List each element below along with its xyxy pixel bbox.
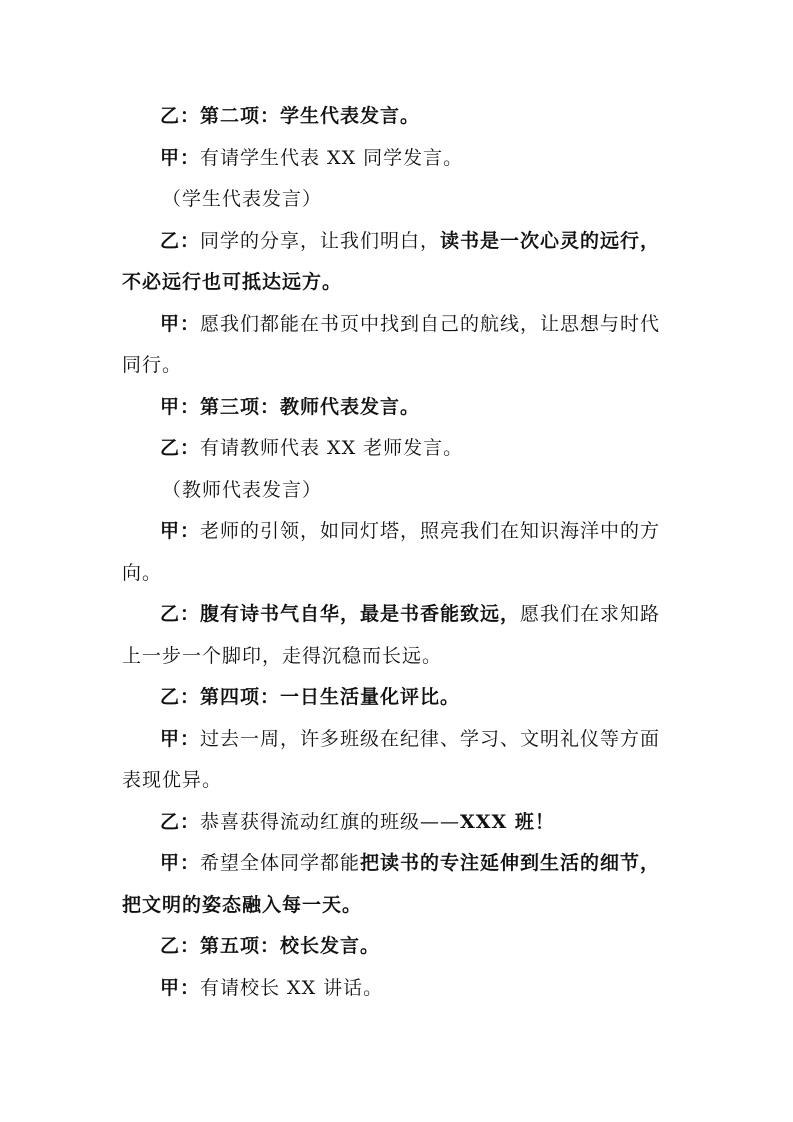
plain-text: 恭喜获得流动红旗的班级—— [200,810,461,833]
script-line [122,428,677,470]
bold-text: 甲：第三项：教师代表发言。 [160,395,421,418]
script-line [122,138,677,180]
stage-note [122,179,677,221]
bold-text: 把读书的专注延伸到生活的细节，把文明的姿态融入每一天。 [122,852,661,916]
bold-text: 甲： [160,727,201,750]
bold-text: 甲： [160,146,201,169]
bold-text: 乙：第四项：一日生活量化评比。 [160,686,461,708]
plain-text: 过去一周，许多班级在纪律、学习、文明礼仪等方面表现优异。 [122,727,661,791]
script-line [122,968,677,1010]
plain-text: 有请校长 XX 讲话。 [200,976,384,999]
script-line [122,304,677,387]
bold-text: 乙：第二项：学生代表发言。 [160,105,421,127]
plain-text: 愿我们都能在书页中找到自己的航线，让思想与时代同行。 [122,312,661,376]
bold-text: 甲： [160,520,201,542]
script-line [122,926,677,968]
script-line [122,511,677,594]
script-line [122,719,677,802]
bold-text: 乙：第五项：校长发言。 [160,935,381,957]
bold-text: 甲： [160,312,201,335]
script-line [122,802,677,844]
plain-text: 有请教师代表 XX 老师发言。 [200,437,464,459]
script-line [122,594,677,677]
plain-text: 愿我们在求知路上一步一个脚印，走得沉稳而长远。 [122,603,661,667]
bold-text: 甲： [160,976,201,999]
plain-text: 有请学生代表 XX 同学发言。 [200,146,464,169]
script-line [122,843,677,926]
bold-text: 读书是一次心灵的远行，不必远行也可抵达远方。 [122,229,661,293]
plain-text: （教师代表发言） [162,478,323,501]
document-body [122,96,677,1009]
bold-text: 甲： [160,852,201,874]
bold-text: XXX 班！ [460,810,555,833]
script-line [122,221,677,304]
script-line [122,387,677,429]
script-line [122,96,677,138]
bold-text: 乙： [160,437,201,459]
plain-text: 希望全体同学都能 [200,852,361,874]
script-line [122,677,677,719]
plain-text: （学生代表发言） [162,188,323,210]
bold-text: 乙： [160,603,201,625]
stage-note [122,470,677,512]
plain-text: 老师的引领，如同灯塔，照亮我们在知识海洋中的方向。 [122,520,661,584]
bold-text: 乙： [160,810,201,833]
bold-text: 腹有诗书气自华，最是书香能致远， [200,603,521,625]
bold-text: 乙： [160,229,201,252]
plain-text: 同学的分享，让我们明白， [200,229,441,252]
